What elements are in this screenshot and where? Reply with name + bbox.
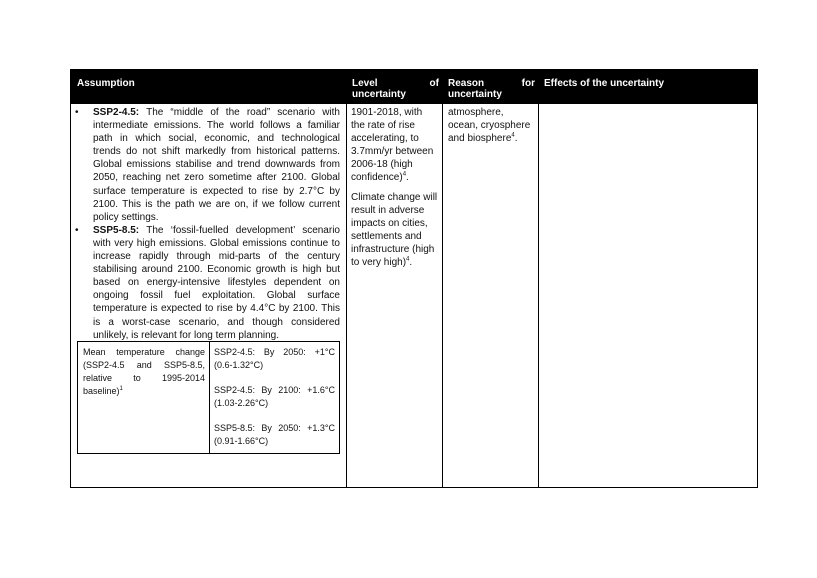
header-level-word2: of — [429, 78, 439, 89]
header-level-line2: uncertainty — [352, 89, 406, 100]
footnote-ref: 4 — [511, 132, 515, 139]
reason-text: atmosphere, ocean, cryosphere and biosphere — [448, 107, 531, 145]
uncertainty-table — [70, 69, 758, 488]
header-reason-line2: uncertainty — [448, 89, 502, 100]
level-paragraph — [351, 191, 438, 270]
header-level-line1 — [352, 78, 439, 89]
scenario-list — [71, 106, 340, 342]
scenario-item-ssp2 — [71, 106, 340, 224]
temperature-value: SSP2-4.5: By 2050: +1°C (0.6-1.32°C) — [214, 347, 335, 370]
scenario-text: The “middle of the road” scenario with intermediate emissions. The world follows a familiar path in which social, economic, and technological trends do not shift markedly from historical patterns. Global emissions stabilise and trend downwards from 2050, reaching net zero sometime after 2100. Global surface temperature is expected to rise by 2.7°C by 2100. This is the path we are on, if we follow current policy settings. — [93, 107, 340, 223]
temperature-change-table — [77, 341, 340, 454]
header-level — [347, 70, 443, 104]
footnote-ref: 4 — [406, 256, 410, 263]
effects-cell — [539, 104, 757, 487]
header-reason-word1: Reason — [448, 78, 485, 89]
reason-cell — [443, 104, 538, 487]
level-text-end: . — [406, 172, 409, 184]
header-reason-line1 — [448, 78, 535, 89]
header-level-word1: Level — [352, 78, 378, 89]
temperature-value: SSP2-4.5: By 2100: +1.6°C (1.03-2.26°C) — [214, 385, 335, 408]
level-paragraph — [351, 106, 438, 185]
temperature-change-label — [78, 342, 210, 453]
footnote-ref: 1 — [119, 386, 123, 392]
level-text: Climate change will result in adverse impacts on cities, settlements and infrastructure (high to very high) — [351, 191, 438, 269]
scenario-item-ssp5 — [71, 224, 340, 342]
level-cell — [347, 104, 442, 487]
scenario-label: SSP2-4.5: — [93, 107, 140, 118]
level-text-end: . — [409, 257, 413, 269]
temperature-value: SSP5-8.5: By 2050: +1.3°C (0.91-1.66°C) — [214, 423, 335, 446]
reason-paragraph — [448, 106, 534, 145]
header-assumption — [71, 70, 347, 104]
header-effects-label: Effects of the uncertainty — [544, 78, 665, 89]
footnote-ref: 4 — [402, 172, 407, 179]
header-effects — [539, 70, 757, 104]
header-reason — [443, 70, 539, 104]
scenario-text: The ‘fossil-fuelled development’ scenario with very high emissions. Global emissions continue to increase rapidly through mid-parts of the century stabilising around 2100. Economic growth is high but based on energy-intensive lifestyles dependent on ongoing fossil fuel exploitation. Global surface temperature is expected to rise by 4.4°C by 2100. This is a worst-case scenario, and though considered unlikely, is relevant for long term planning. — [93, 224, 340, 341]
temperature-label-text: Mean temperature change (SSP2-4.5 and SSP5-8.5, relative to 1995-2014 baseline) — [83, 347, 205, 396]
scenario-label: SSP5-8.5: — [93, 224, 140, 236]
temperature-change-values — [210, 342, 339, 453]
level-text: 1901-2018, with the rate of rise accelerating, to 3.7mm/yr between 2006-18 (high confidence) — [351, 107, 434, 184]
reason-text-end: . — [514, 133, 518, 145]
header-assumption-label: Assumption — [77, 78, 135, 89]
header-reason-word2: for — [521, 78, 535, 89]
